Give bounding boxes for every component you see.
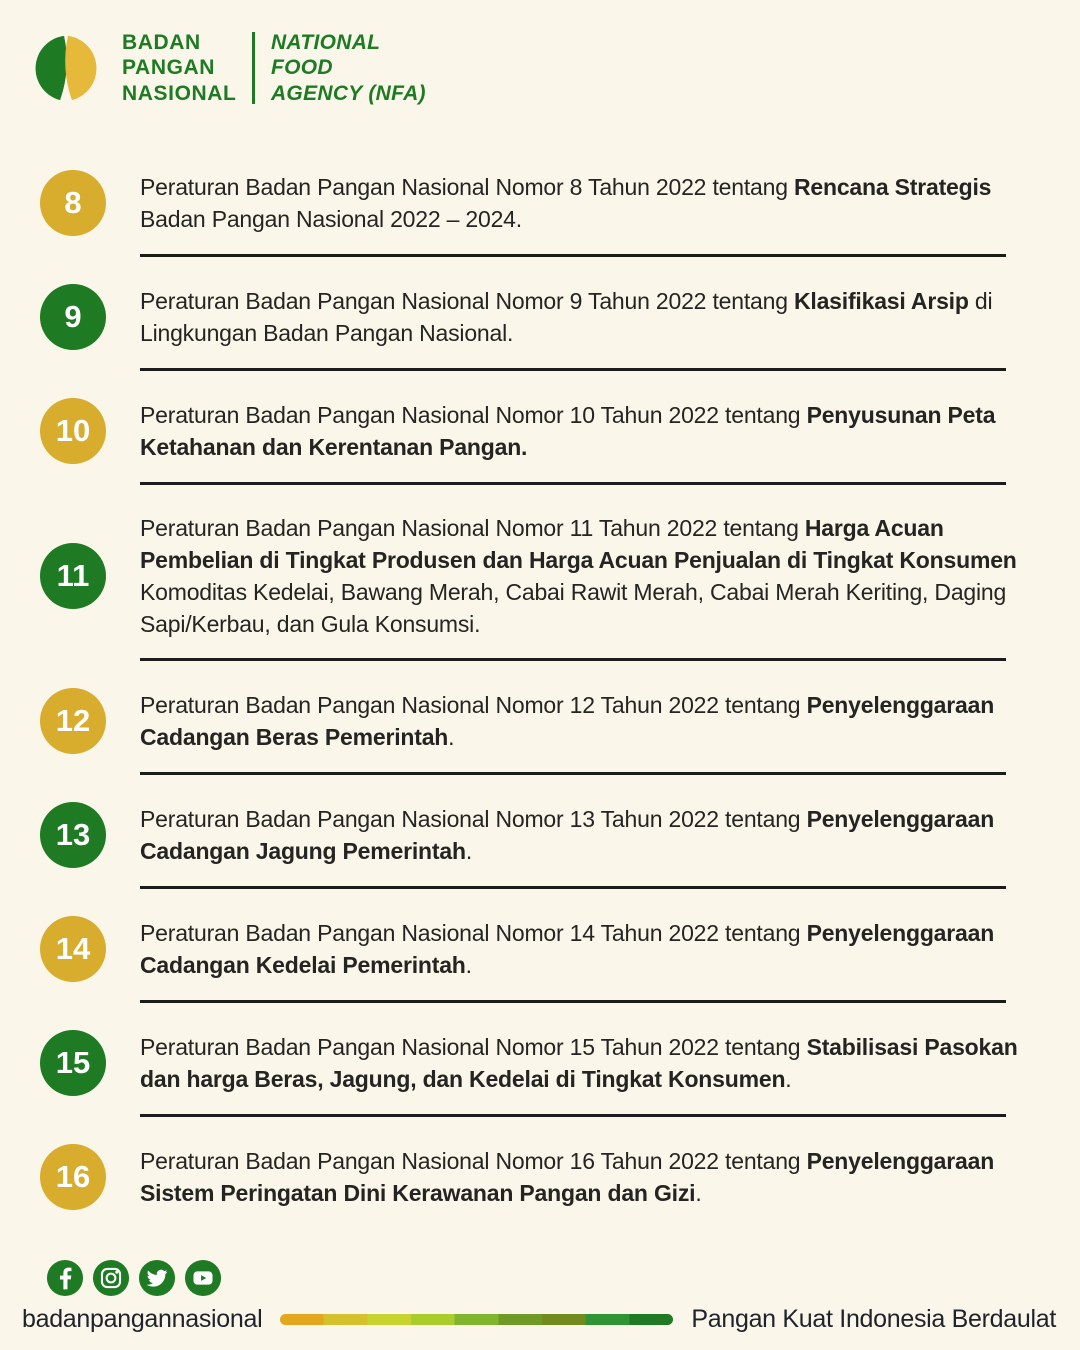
twitter-icon[interactable] xyxy=(138,1259,176,1297)
footer-tagline: Pangan Kuat Indonesia Berdaulat xyxy=(691,1305,1056,1333)
divider xyxy=(140,482,1006,485)
regulation-item xyxy=(40,512,1020,640)
item-text: Peraturan Badan Pangan Nasional Nomor 16 Tahun 2022 tentang Penyelenggaraan Sistem Peringatan Dini Kerawanan Pangan dan Gizi. xyxy=(140,1148,995,1206)
regulation-item-block xyxy=(40,802,1020,889)
divider xyxy=(140,254,1006,257)
regulation-item xyxy=(40,916,1020,982)
item-number-badge: 13 xyxy=(40,802,106,868)
org-name-line: PANGAN xyxy=(122,56,216,80)
item-text: Peraturan Badan Pangan Nasional Nomor 13 Tahun 2022 tentang Penyelenggaraan Cadangan Jagung Pemerintah. xyxy=(140,806,995,864)
divider xyxy=(140,1114,1006,1117)
youtube-icon[interactable] xyxy=(184,1259,222,1297)
item-number-badge: 12 xyxy=(40,688,106,754)
divider xyxy=(140,658,1006,661)
regulation-item-block xyxy=(40,512,1020,661)
regulation-item-block xyxy=(40,1030,1020,1117)
org-name-line: NASIONAL xyxy=(122,81,237,105)
logo-divider xyxy=(252,32,255,105)
header xyxy=(0,0,1080,110)
item-number-badge: 14 xyxy=(40,916,106,982)
item-number-badge: 11 xyxy=(40,543,106,609)
logo-text xyxy=(122,30,426,107)
regulation-list xyxy=(40,170,1020,1210)
divider xyxy=(140,886,1006,889)
divider xyxy=(140,1000,1006,1003)
item-number-badge: 8 xyxy=(40,170,106,236)
item-number-badge: 10 xyxy=(40,398,106,464)
facebook-icon[interactable] xyxy=(46,1259,84,1297)
regulation-item xyxy=(40,802,1020,868)
org-name-english xyxy=(271,30,426,107)
item-number-badge: 15 xyxy=(40,1030,106,1096)
nfa-logo-icon xyxy=(30,26,102,110)
footer-bottom-row xyxy=(22,1305,1056,1334)
item-text: Peraturan Badan Pangan Nasional Nomor 14 Tahun 2022 tentang Penyelenggaraan Cadangan Kedelai Pemerintah. xyxy=(140,920,995,978)
regulation-item xyxy=(40,170,1020,236)
divider xyxy=(140,772,1006,775)
regulation-item-block xyxy=(40,398,1020,485)
divider xyxy=(140,368,1006,371)
item-text: Peraturan Badan Pangan Nasional Nomor 11 Tahun 2022 tentang Harga Acuan Pembelian di Tingkat Produsen dan Harga Acuan Penjualan di Tingkat Konsumen Komoditas Kedelai, Bawang Merah, Cabai Rawit Merah, Cabai Merah Keriting, Daging Sapi/Kerbau, dan Gula Konsumsi. xyxy=(140,515,1017,637)
footer-gradient-bar xyxy=(280,1314,673,1325)
social-handle: badanpangannasional xyxy=(22,1305,263,1333)
regulation-item-block xyxy=(40,916,1020,1003)
social-icons-row xyxy=(46,1259,1080,1297)
item-number-badge: 9 xyxy=(40,284,106,350)
footer xyxy=(0,1259,1080,1334)
item-text: Peraturan Badan Pangan Nasional Nomor 15 Tahun 2022 tentang Stabilisasi Pasokan dan harga Beras, Jagung, dan Kedelai di Tingkat Konsumen. xyxy=(140,1034,1018,1092)
item-text: Peraturan Badan Pangan Nasional Nomor 10 Tahun 2022 tentang Penyusunan Peta Ketahanan dan Kerentanan Pangan. xyxy=(140,402,996,460)
regulation-item xyxy=(40,398,1020,464)
regulation-item xyxy=(40,688,1020,754)
item-text: Peraturan Badan Pangan Nasional Nomor 9 Tahun 2022 tentang Klasifikasi Arsip di Lingkungan Badan Pangan Nasional. xyxy=(140,288,993,346)
regulation-item xyxy=(40,1144,1020,1210)
item-text: Peraturan Badan Pangan Nasional Nomor 8 Tahun 2022 tentang Rencana Strategis Badan Pangan Nasional 2022 – 2024. xyxy=(140,174,992,232)
org-name xyxy=(122,30,236,107)
regulation-item-block xyxy=(40,688,1020,775)
org-name-line: BADAN xyxy=(122,30,201,54)
item-number-badge: 16 xyxy=(40,1144,106,1210)
regulation-item xyxy=(40,284,1020,350)
org-name-en-line: AGENCY (NFA) xyxy=(270,81,426,105)
regulation-item xyxy=(40,1030,1020,1096)
org-name-en-line: NATIONAL xyxy=(270,30,381,54)
item-text: Peraturan Badan Pangan Nasional Nomor 12 Tahun 2022 tentang Penyelenggaraan Cadangan Beras Pemerintah. xyxy=(140,692,995,750)
regulation-item-block xyxy=(40,284,1020,371)
org-name-en-line: FOOD xyxy=(270,56,333,80)
regulation-item-block xyxy=(40,170,1020,257)
instagram-icon[interactable] xyxy=(92,1259,130,1297)
regulation-item-block xyxy=(40,1144,1020,1210)
